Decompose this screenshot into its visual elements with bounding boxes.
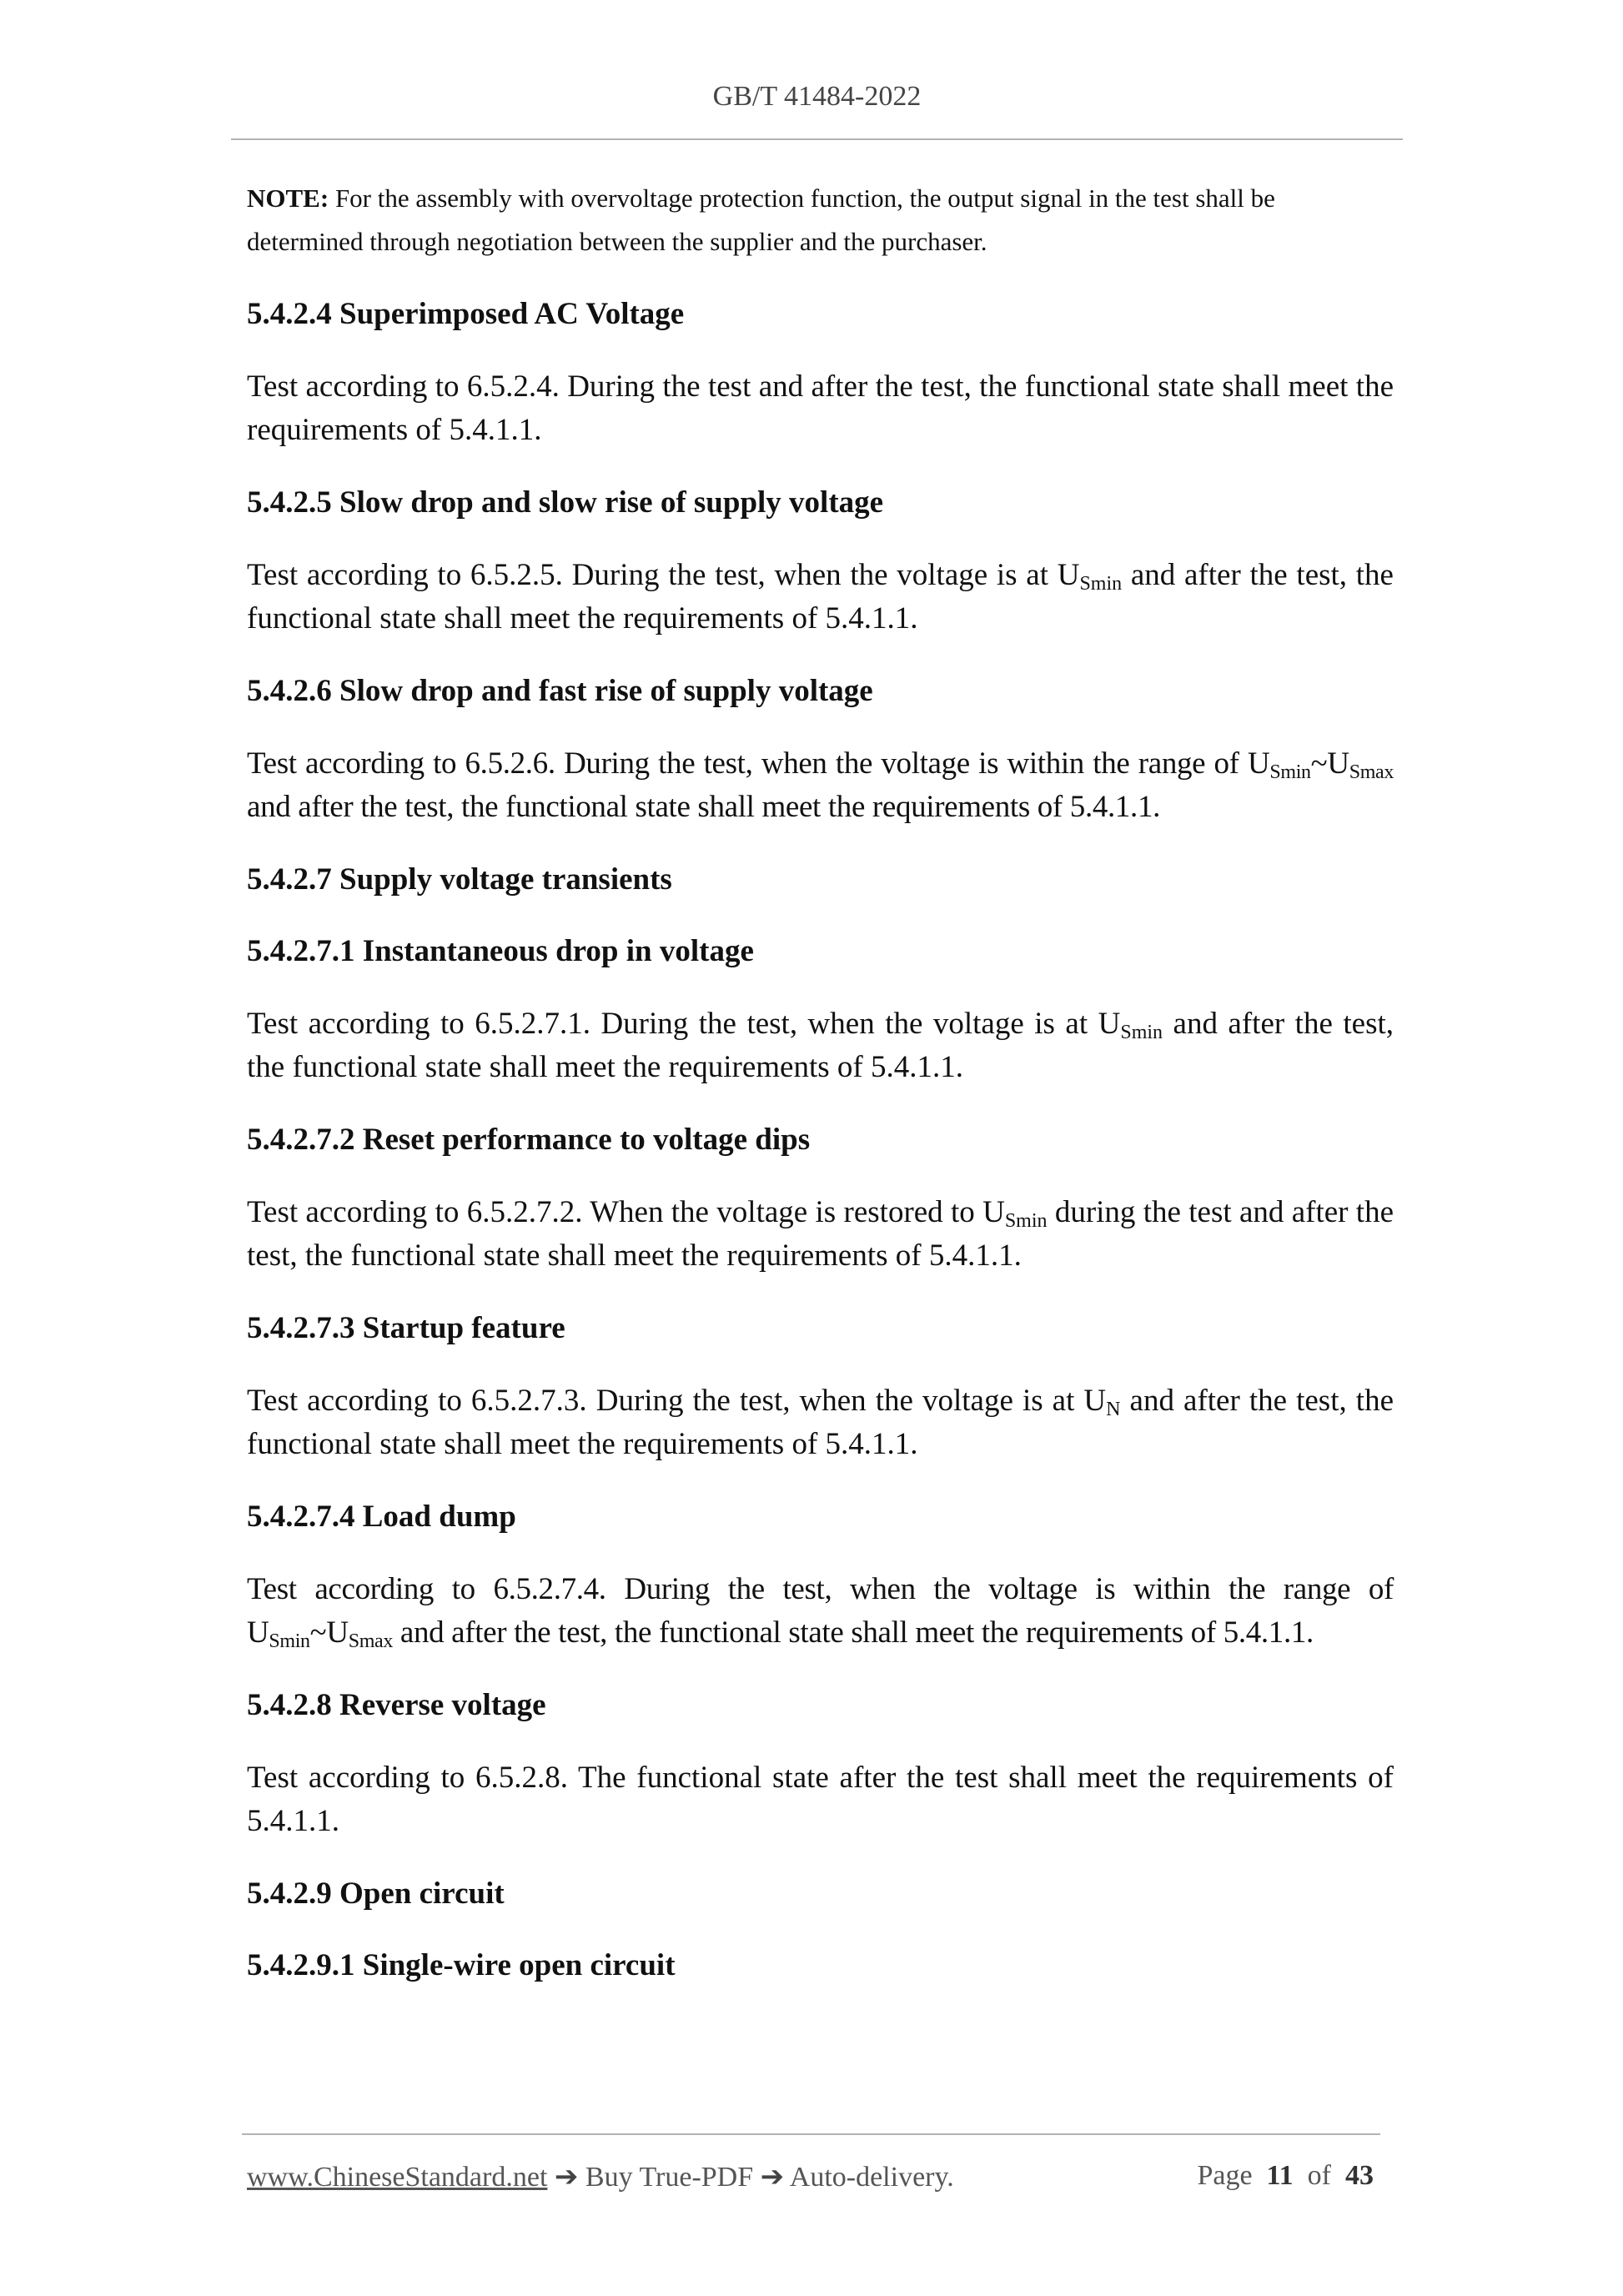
arrow-right-icon: ➔	[753, 2162, 790, 2193]
subscript: Smax	[1349, 761, 1394, 783]
note-text: For the assembly with overvoltage protection function, the output signal in the test shall be determined through negotiation between the supplier and the purchaser.	[247, 183, 1275, 256]
footer-links	[247, 2160, 954, 2193]
heading-5-4-2-9: 5.4.2.9 Open circuit	[247, 1876, 505, 1911]
subscript: Smax	[348, 1630, 393, 1652]
paragraph-5-4-2-7-2: Test according to 6.5.2.7.2. When the voltage is restored to $U_{Smin}$ during the test and after the test, the functional state shall meet the requirements of 5.4.1.1.	[247, 1195, 1394, 1273]
paragraph-5-4-2-4: Test according to 6.5.2.4. During the test and after the test, the functional state shall meet the requirements of 5.4.1.1.	[247, 369, 1394, 447]
heading-5-4-2-7: 5.4.2.7 Supply voltage transients	[247, 862, 672, 897]
page-footer	[242, 2133, 1380, 2193]
subscript: Smin	[1079, 573, 1123, 595]
paragraph-5-4-2-7-4: Test according to 6.5.2.7.4. During the test, when the voltage is within the range of $U_{Smin}\sim U_{Smax}$ and after the test, the functional state shall meet the requirements of 5.4.1.1.	[247, 1572, 1394, 1652]
auto-delivery-text: Auto-delivery.	[789, 2162, 954, 2193]
document-body	[247, 177, 1394, 2017]
page-total: 43	[1345, 2160, 1374, 2191]
heading-5-4-2-5: 5.4.2.5 Slow drop and slow rise of supply voltage	[247, 485, 884, 520]
of-label: of	[1307, 2160, 1331, 2191]
page-number	[1197, 2160, 1374, 2192]
subscript: Smin	[1120, 1022, 1163, 1043]
subscript: N	[1106, 1399, 1121, 1420]
subscript: Smin	[269, 1630, 310, 1652]
paragraph-5-4-2-7-3: Test according to 6.5.2.7.3. During the test, when the voltage is at $U_N$ and after the test, the functional state shall meet the requirements of 5.4.1.1.	[247, 1384, 1394, 1461]
paragraph-5-4-2-8: Test according to 6.5.2.8. The functional state after the test shall meet the requirements of 5.4.1.1.	[247, 1761, 1394, 1838]
heading-5-4-2-6: 5.4.2.6 Slow drop and fast rise of supply voltage	[247, 674, 873, 708]
buy-pdf-text: Buy True-PDF	[585, 2162, 754, 2193]
heading-5-4-2-4: 5.4.2.4 Superimposed AC Voltage	[247, 297, 685, 331]
document-id: GB/T 41484-2022	[712, 81, 922, 112]
paragraph-5-4-2-5: Test according to 6.5.2.5. During the test, when the voltage is at $U_{Smin}$ and after the test, the functional state shall meet the requirements of 5.4.1.1.	[247, 558, 1394, 636]
note-paragraph	[247, 177, 1394, 264]
heading-5-4-2-7-2: 5.4.2.7.2 Reset performance to voltage dips	[247, 1123, 811, 1157]
arrow-right-icon: ➔	[547, 2162, 585, 2193]
subscript: Smin	[1269, 761, 1311, 783]
page-label: Page	[1197, 2160, 1253, 2191]
heading-5-4-2-9-1: 5.4.2.9.1 Single-wire open circuit	[247, 1948, 676, 1982]
heading-5-4-2-7-3: 5.4.2.7.3 Startup feature	[247, 1311, 565, 1345]
page-header	[231, 78, 1403, 140]
subscript: Smin	[1004, 1210, 1048, 1232]
page-current: 11	[1266, 2160, 1294, 2191]
heading-5-4-2-7-4: 5.4.2.7.4 Load dump	[247, 1500, 516, 1534]
heading-5-4-2-8: 5.4.2.8 Reverse voltage	[247, 1688, 546, 1722]
chinesestandard-link[interactable]: www.ChineseStandard.net	[247, 2162, 548, 2193]
paragraph-5-4-2-7-1: Test according to 6.5.2.7.1. During the test, when the voltage is at $U_{Smin}$ and after the test, the functional state shall meet the requirements of 5.4.1.1.	[247, 1007, 1394, 1084]
paragraph-5-4-2-6: Test according to 6.5.2.6. During the test, when the voltage is within the range of $U_{Smin}\sim U_{Smax}$ and after the test, the functional state shall meet the requirements of 5.4.1.1.	[247, 746, 1394, 824]
note-label: NOTE:	[247, 183, 329, 213]
heading-5-4-2-7-1: 5.4.2.7.1 Instantaneous drop in voltage	[247, 934, 754, 968]
